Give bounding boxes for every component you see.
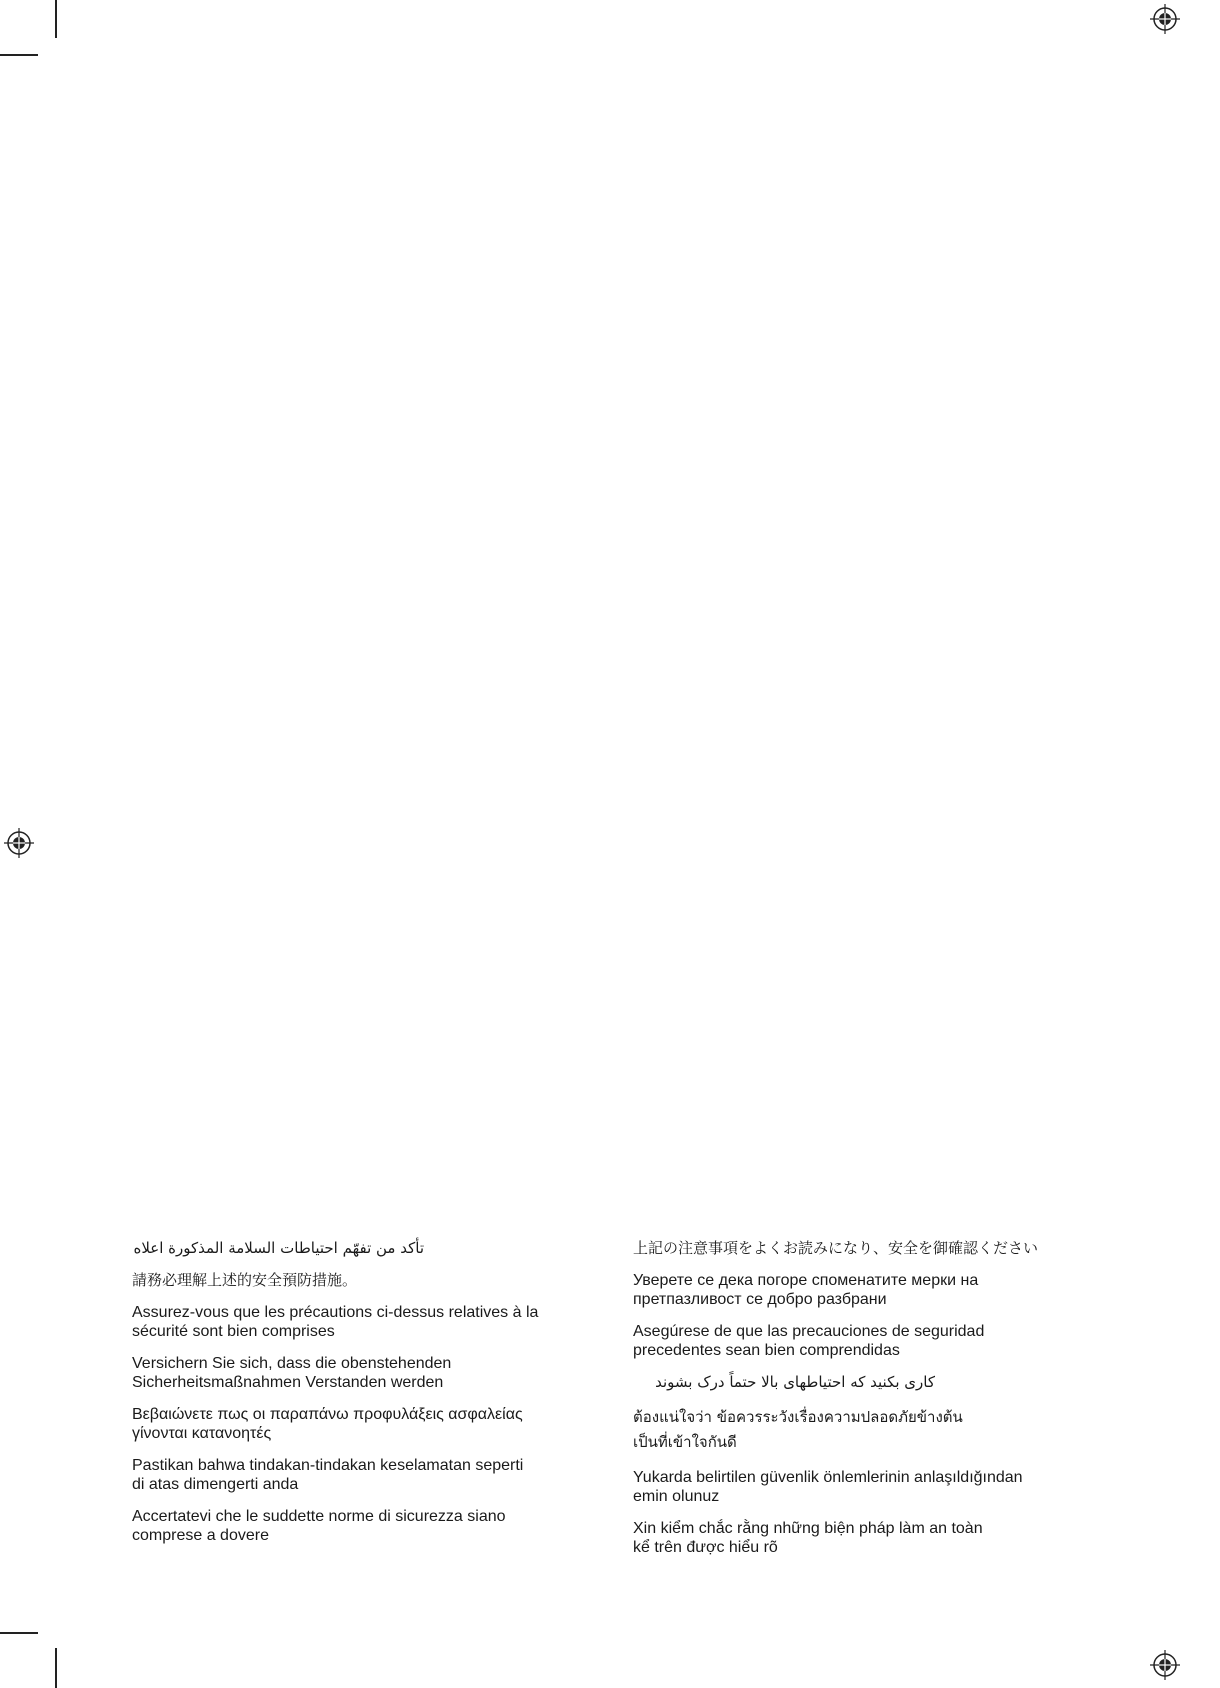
registration-mark-icon — [1150, 4, 1180, 34]
notice-line: ต้องแน่ใจว่า ข้อควรระวังเรื่องความปลอดภัยข้างต้น — [633, 1408, 963, 1426]
crop-mark-top-left-vertical — [55, 0, 57, 38]
safety-notice-japanese — [633, 1239, 1073, 1258]
notice-line: 請務必理解上述的安全預防措施。 — [132, 1271, 358, 1289]
safety-notice-french — [132, 1303, 582, 1341]
notice-line: Yukarda belirtilen güvenlik önlemlerinin anlaşıldığından — [633, 1469, 1023, 1486]
safety-notice-arabic — [132, 1239, 424, 1258]
safety-notice-left-column — [132, 1239, 582, 1558]
registration-mark-icon — [1150, 1650, 1180, 1680]
safety-notice-macedonian — [633, 1271, 1073, 1309]
crop-mark-bottom-left-horizontal — [0, 1632, 38, 1634]
safety-notice-spanish — [633, 1322, 1073, 1360]
safety-notice-italian — [132, 1507, 582, 1545]
notice-line: Versichern Sie sich, dass die obenstehenden — [132, 1355, 452, 1372]
safety-notice-right-column — [633, 1239, 1073, 1570]
notice-line: Xin kiểm chắc rằng những biện pháp làm an toàn — [633, 1520, 983, 1537]
notice-line: Pastikan bahwa tindakan-tindakan keselamatan seperti — [132, 1457, 524, 1474]
notice-line: претпазливост се добро разбрани — [633, 1291, 887, 1308]
crop-mark-bottom-left-vertical — [55, 1648, 57, 1688]
notice-line: γίνονται κατανοητές — [132, 1425, 272, 1442]
notice-line: di atas dimengerti anda — [132, 1476, 299, 1493]
notice-line: emin olunuz — [633, 1488, 720, 1505]
safety-notice-indonesian — [132, 1456, 582, 1494]
safety-notice-vietnamese — [633, 1519, 1073, 1557]
notice-line: Asegúrese de que las precauciones de seguridad — [633, 1323, 985, 1340]
notice-line: kể trên được hiểu rõ — [633, 1539, 778, 1556]
safety-notice-german — [132, 1354, 582, 1392]
notice-line: Уверете се дека погоре споменатите мерки на — [633, 1272, 979, 1289]
notice-line: Assurez-vous que les précautions ci-dessus relatives à la — [132, 1304, 539, 1321]
safety-notice-thai — [633, 1405, 1073, 1455]
notice-line: Βεβαιώνετε πως οι παραπάνω προφυλάξεις ασφαλείας — [132, 1406, 523, 1423]
notice-line: 上記の注意事項をよくお読みになり、安全を御確認ください — [633, 1239, 1039, 1257]
notice-line: comprese a dovere — [132, 1527, 269, 1544]
notice-line: precedentes sean bien comprendidas — [633, 1342, 900, 1359]
notice-line: تأكد من تفهّم احتياطات السلامة المذكورة اعلاه — [133, 1239, 424, 1257]
safety-notice-persian — [633, 1373, 935, 1392]
notice-line: เป็นที่เข้าใจกันดี — [633, 1433, 737, 1451]
safety-notice-chinese — [132, 1271, 582, 1290]
notice-line: کاری بکنید که احتیاطهای بالا حتماً درک بشوند — [655, 1373, 935, 1391]
registration-mark-icon — [4, 828, 34, 858]
notice-line: Accertatevi che le suddette norme di sicurezza siano — [132, 1508, 506, 1525]
safety-notice-greek — [132, 1405, 582, 1443]
notice-line: sécurité sont bien comprises — [132, 1323, 335, 1340]
notice-line: Sicherheitsmaßnahmen Verstanden werden — [132, 1374, 444, 1391]
safety-notice-turkish — [633, 1468, 1073, 1506]
crop-mark-top-left-horizontal — [0, 54, 38, 56]
